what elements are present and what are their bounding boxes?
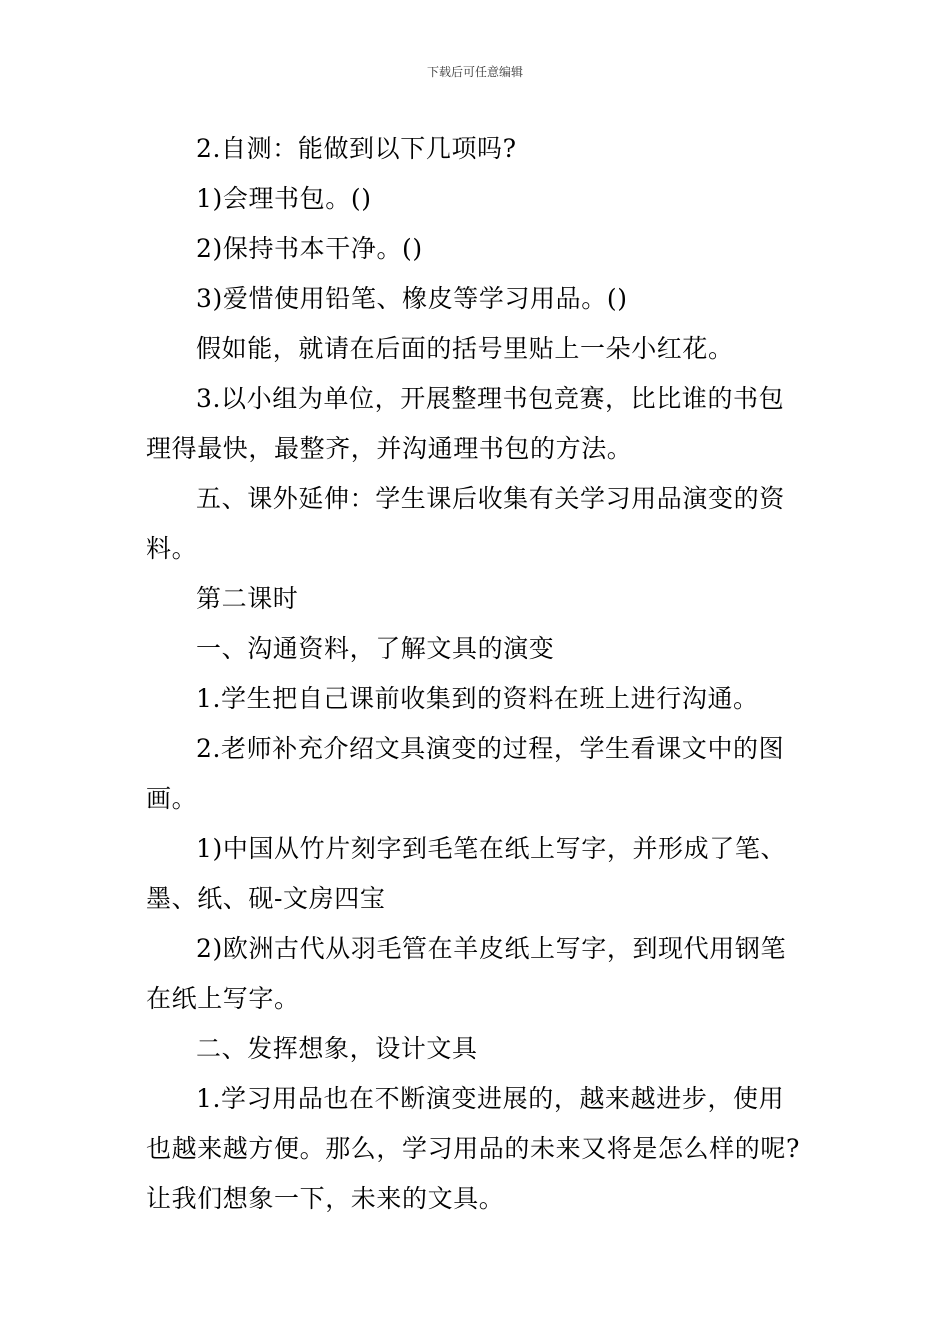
paragraph-red-flower: 假如能，就请在后面的括号里贴上一朵小红花。 bbox=[196, 334, 734, 363]
paragraph-teacher-intro: 2.老师补充介绍文具演变的过程，学生看课文中的图画。 bbox=[146, 734, 785, 813]
paragraph-self-test: 2.自测：能做到以下几项吗? bbox=[196, 134, 517, 163]
paragraph-future-stationery: 1.学习用品也在不断演变进展的，越来越进步，使用也越来越方便。那么，学习用品的未来又将是怎么样的呢?让我们想象一下，未来的文具。 bbox=[146, 1084, 801, 1213]
section-heading-one: 一、沟通资料，了解文具的演变 bbox=[196, 634, 555, 663]
paragraph-china: 1)中国从竹片刻字到毛笔在纸上写字，并形成了笔、墨、纸、砚-文房四宝 bbox=[146, 834, 787, 913]
paragraph-item-1: 1)会理书包。() bbox=[196, 184, 372, 213]
page-header-note: 下载后可任意编辑 bbox=[426, 65, 523, 79]
paragraph-item-2: 2)保持书本干净。() bbox=[196, 234, 423, 263]
document-body bbox=[146, 124, 808, 1224]
paragraph-competition: 3.以小组为单位，开展整理书包竞赛，比比谁的书包理得最快，最整齐，并沟通理书包的方法。 bbox=[146, 384, 785, 463]
paragraph-europe: 2)欧洲古代从羽毛管在羊皮纸上写字，到现代用钢笔在纸上写字。 bbox=[146, 934, 787, 1013]
paragraph-extension: 五、课外延伸：学生课后收集有关学习用品演变的资料。 bbox=[146, 484, 785, 563]
section-heading-second-lesson: 第二课时 bbox=[196, 584, 299, 613]
paragraph-item-3: 3)爱惜使用铅笔、橡皮等学习用品。() bbox=[196, 284, 628, 313]
section-heading-two: 二、发挥想象，设计文具 bbox=[196, 1034, 478, 1063]
paragraph-share-materials: 1.学生把自己课前收集到的资料在班上进行沟通。 bbox=[196, 684, 759, 713]
